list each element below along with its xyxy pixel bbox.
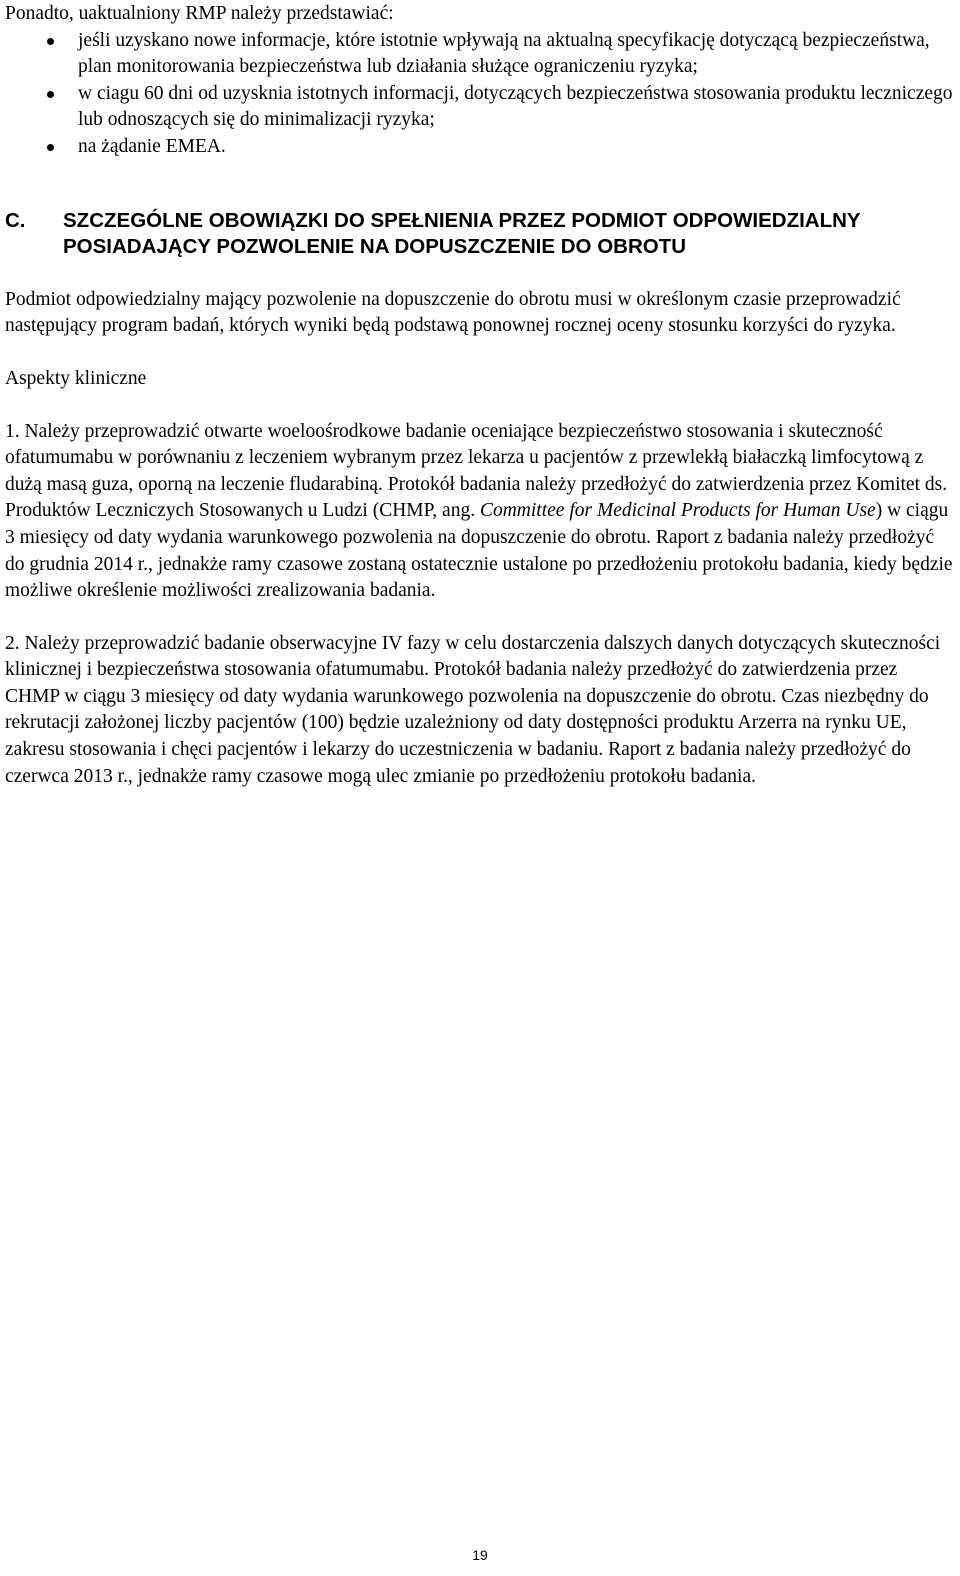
list-item: [5, 28, 955, 81]
list-item: [5, 134, 955, 161]
list-item-text: jeśli uzyskano nowe informacje, które istotnie wpływają na aktualną specyfikację dotyczącą bezpieczeństwa, plan monitorowania bezpieczeństwa lub działania służące ograniczeniu ryzyka;: [78, 29, 930, 78]
bullet-icon: [47, 144, 54, 151]
paragraph-text: 1. Należy przeprowadzić otwarte woeloośrodkowe badanie oceniające bezpieczeństwo stosowania i skuteczność ofatumumabu w porównaniu z leczeniem wybranym przez lekarza u pacjentów z przewlekłą białaczką limfocytową z dużą masą guza, oporną na leczenie fludarabiną. Protokół badania należy przedłożyć do zatwierdzenia przez Komitet ds. Produktów Leczniczych Stosowanych u Ludzi (CHMP, ang.: [5, 420, 948, 522]
section-heading: [5, 208, 955, 261]
section-title: SZCZEGÓLNE OBOWIĄZKI DO SPEŁNIENIA PRZEZ PODMIOT ODPOWIEDZIALNY POSIADAJĄCY POZWOLENIE NA DOPUSZCZENIE DO OBROTU: [63, 208, 861, 259]
rmp-update-list: [5, 28, 955, 161]
section-letter: C.: [5, 208, 26, 232]
paragraph-text: ) w ciągu 3 miesięcy od daty wydania warunkowego pozwolenia na dopuszczenie do obrotu. Raport z badania należy przedłożyć do grudnia 2014 r., jednakże ramy czasowe zostaną ostatecznie ustalone po przedłożeniu protokołu badania, kiedy będzie możliwe określenie możliwości zrealizowania badania.: [5, 500, 953, 602]
list-item-text: w ciagu 60 dni od uzysknia istotnych informacji, dotyczących bezpieczeństwa stosowania produktu leczniczego lub odnoszących się do minimalizacji ryzyka;: [78, 82, 953, 131]
subheading: Aspekty kliniczne: [5, 367, 147, 389]
obligation-paragraph-1: [5, 419, 955, 605]
bullet-icon: [47, 91, 54, 98]
intro-line: Ponadto, uaktualniony RMP należy przedstawiać:: [5, 3, 394, 24]
list-item: [5, 81, 955, 134]
document-page: [5, 0, 955, 790]
section-intro-paragraph: Podmiot odpowiedzialny mający pozwolenie na dopuszczenie do obrotu musi w określonym czasie przeprowadzić następujący program badań, których wyniki będą podstawą ponownej rocznej oceny stosunku korzyści do ryzyka.: [5, 288, 901, 337]
page-number: 19: [472, 1547, 488, 1563]
obligation-paragraph-2: 2. Należy przeprowadzić badanie obserwacyjne IV fazy w celu dostarczenia dalszych danych dotyczących skuteczności klinicznej i bezpieczeństwa stosowania ofatumumabu. Protokół badania należy przedłożyć do zatwierdzenia przez CHMP w ciągu 3 miesięcy od daty wydania warunkowego pozwolenia na dopuszczenie do obrotu. Czas niezbędny do rekrutacji założonej liczby pacjentów (100) będzie uzależniony od daty dostępności produktu Arzerra na rynku UE, zakresu stosowania i chęci pacjentów i lekarzy do uczestniczenia w badaniu. Raport z badania należy przedłożyć do czerwca 2013 r., jednakże ramy czasowe mogą ulec zmianie po przedłożeniu protokołu badania.: [5, 632, 941, 787]
bullet-icon: [47, 38, 54, 45]
list-item-text: na żądanie EMEA.: [78, 135, 226, 157]
paragraph-italic-text: Committee for Medicinal Products for Human Use: [479, 500, 876, 522]
